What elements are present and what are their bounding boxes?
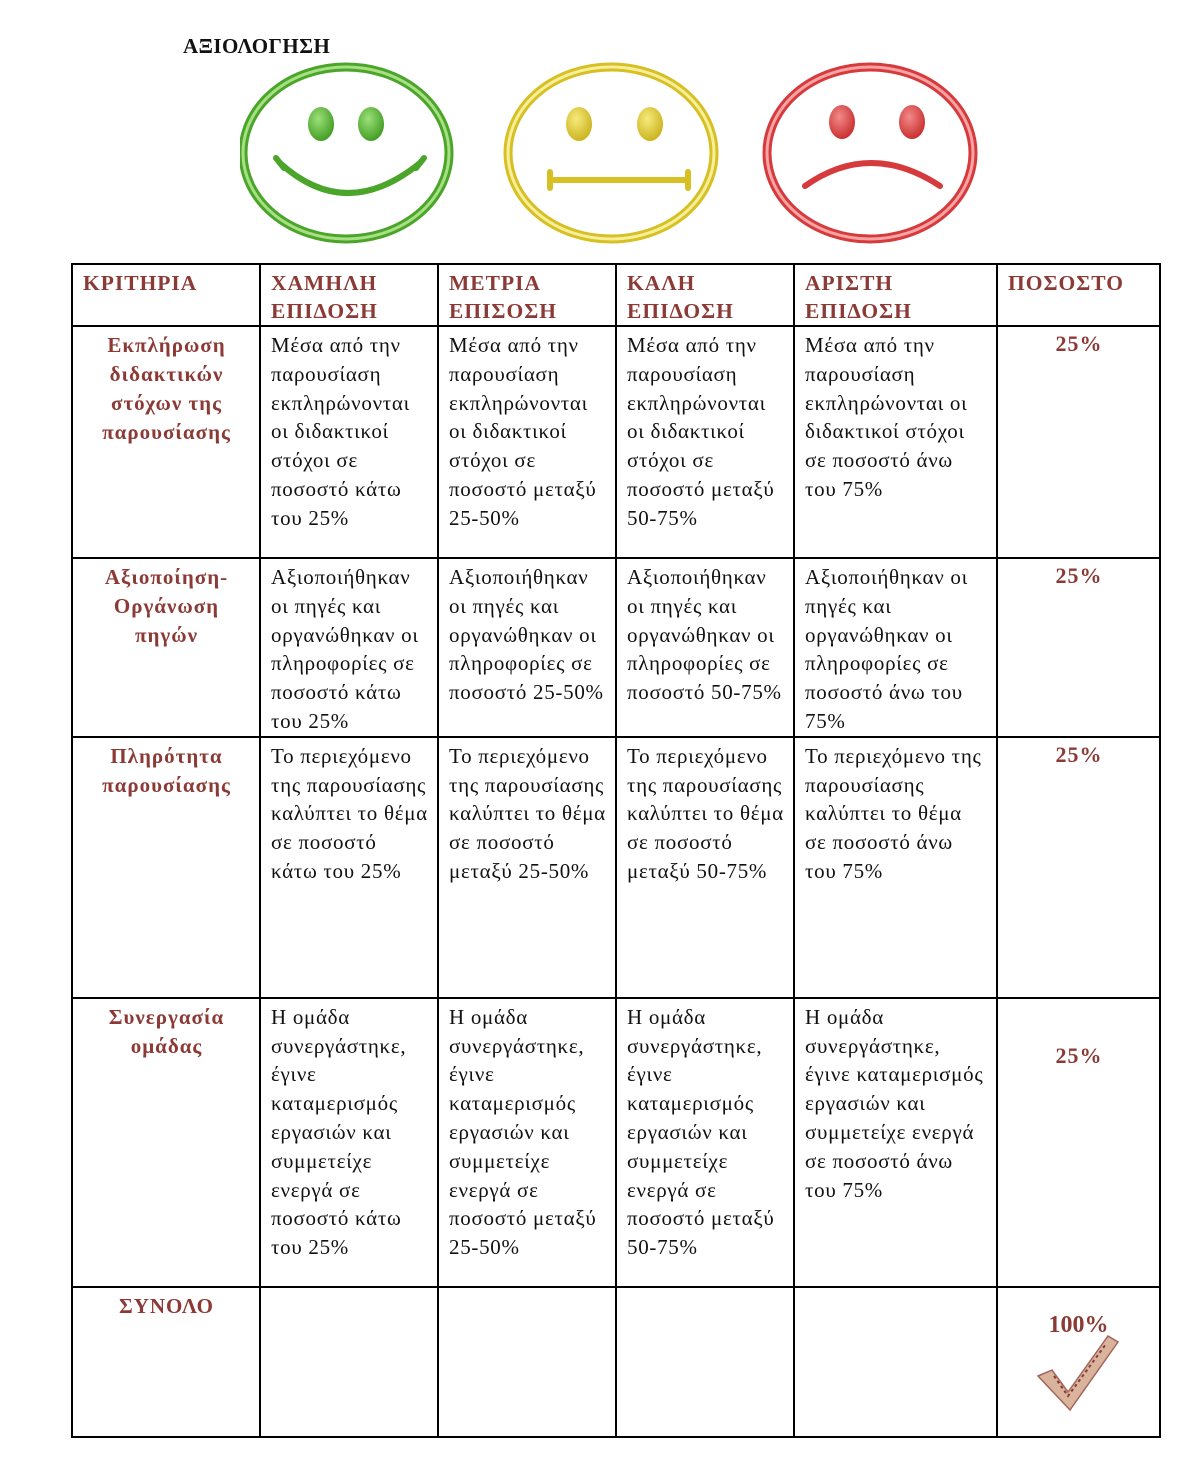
level-low-cell: Η ομάδα συνεργάστηκε, έγινε καταμερισμός εργασιών και συμμετείχε ενεργά σε ποσοστό κάτω του 25%	[260, 998, 438, 1287]
table-row	[72, 998, 1160, 1287]
happy-face-icon	[243, 67, 449, 239]
total-percent: 100%	[1048, 1311, 1109, 1338]
neutral-face-icon	[508, 67, 714, 239]
rating-faces	[240, 58, 1000, 248]
level-medium-cell: Μέσα από την παρουσίαση εκπληρώνονται οι διδακτικοί στόχοι σε ποσοστό μεταξύ 25-50%	[438, 326, 616, 558]
page-title: ΑΞΙΟΛΟΓΗΣΗ	[183, 34, 331, 58]
header-low: ΧΑΜΗΛΗ ΕΠΙΔΟΣΗ	[260, 264, 438, 326]
level-excellent-cell: Μέσα από την παρουσίαση εκπληρώνονται οι διδακτικοί στόχοι σε ποσοστό άνω του 75%	[794, 326, 997, 558]
header-good: ΚΑΛΗ ΕΠΙΔΟΣΗ	[616, 264, 794, 326]
level-low-cell: Μέσα από την παρουσίαση εκπληρώνονται οι διδακτικοί στόχοι σε ποσοστό κάτω του 25%	[260, 326, 438, 558]
level-low-cell: Το περιεχόμενο της παρουσίασης καλύπτει το θέμα σε ποσοστό κάτω του 25%	[260, 737, 438, 998]
empty-cell	[794, 1287, 997, 1437]
header-medium: ΜΕΤΡΙΑ ΕΠΙΣΟΣΗ	[438, 264, 616, 326]
percent-cell: 25%	[997, 737, 1160, 998]
evaluation-rubric-table	[71, 263, 1161, 1438]
level-good-cell: Η ομάδα συνεργάστηκε, έγινε καταμερισμός εργασιών και συμμετείχε ενεργά σε ποσοστό μεταξύ 50-75%	[616, 998, 794, 1287]
level-excellent-cell: Αξιοποιήθηκαν οι πηγές και οργανώθηκαν οι πληροφορίες σε ποσοστό άνω του 75%	[794, 558, 997, 737]
level-low-cell: Αξιοποιήθηκαν οι πηγές και οργανώθηκαν οι πληροφορίες σε ποσοστό κάτω του 25%	[260, 558, 438, 737]
total-percent-cell	[997, 1287, 1160, 1437]
criterion-cell: Αξιοποίηση-Οργάνωση πηγών	[72, 558, 260, 737]
table-row	[72, 326, 1160, 558]
header-row	[72, 264, 1160, 326]
criterion-cell: Πληρότητα παρουσίασης	[72, 737, 260, 998]
level-medium-cell: Η ομάδα συνεργάστηκε, έγινε καταμερισμός εργασιών και συμμετείχε ενεργά σε ποσοστό μεταξύ 25-50%	[438, 998, 616, 1287]
empty-cell	[260, 1287, 438, 1437]
level-excellent-cell: Η ομάδα συνεργάστηκε, έγινε καταμερισμός εργασιών και συμμετείχε ενεργά σε ποσοστό άνω του 75%	[794, 998, 997, 1287]
level-medium-cell: Το περιεχόμενο της παρουσίασης καλύπτει το θέμα σε ποσοστό μεταξύ 25-50%	[438, 737, 616, 998]
total-label: ΣΥΝΟΛΟ	[72, 1287, 260, 1437]
criterion-cell: Εκπλήρωση διδακτικών στόχων της παρουσίασης	[72, 326, 260, 558]
total-row	[72, 1287, 1160, 1437]
header-criteria: ΚΡΙΤΗΡΙΑ	[72, 264, 260, 326]
level-good-cell: Το περιεχόμενο της παρουσίασης καλύπτει το θέμα σε ποσοστό μεταξύ 50-75%	[616, 737, 794, 998]
checkmark-icon	[1034, 1332, 1120, 1412]
percent-cell: 25%	[997, 558, 1160, 737]
table-row	[72, 737, 1160, 998]
sad-face-icon	[767, 67, 973, 239]
header-excellent: ΑΡΙΣΤΗ ΕΠΙΔΟΣΗ	[794, 264, 997, 326]
level-good-cell: Αξιοποιήθηκαν οι πηγές και οργανώθηκαν οι πληροφορίες σε ποσοστό 50-75%	[616, 558, 794, 737]
table-row	[72, 558, 1160, 737]
criterion-cell: Συνεργασία ομάδας	[72, 998, 260, 1287]
level-good-cell: Μέσα από την παρουσίαση εκπληρώνονται οι διδακτικοί στόχοι σε ποσοστό μεταξύ 50-75%	[616, 326, 794, 558]
empty-cell	[616, 1287, 794, 1437]
empty-cell	[438, 1287, 616, 1437]
percent-cell: 25%	[997, 326, 1160, 558]
percent-cell: 25%	[997, 998, 1160, 1287]
level-excellent-cell: Το περιεχόμενο της παρουσίασης καλύπτει το θέμα σε ποσοστό άνω του 75%	[794, 737, 997, 998]
header-percent: ΠΟΣΟΣΤΟ	[997, 264, 1160, 326]
level-medium-cell: Αξιοποιήθηκαν οι πηγές και οργανώθηκαν οι πληροφορίες σε ποσοστό 25-50%	[438, 558, 616, 737]
